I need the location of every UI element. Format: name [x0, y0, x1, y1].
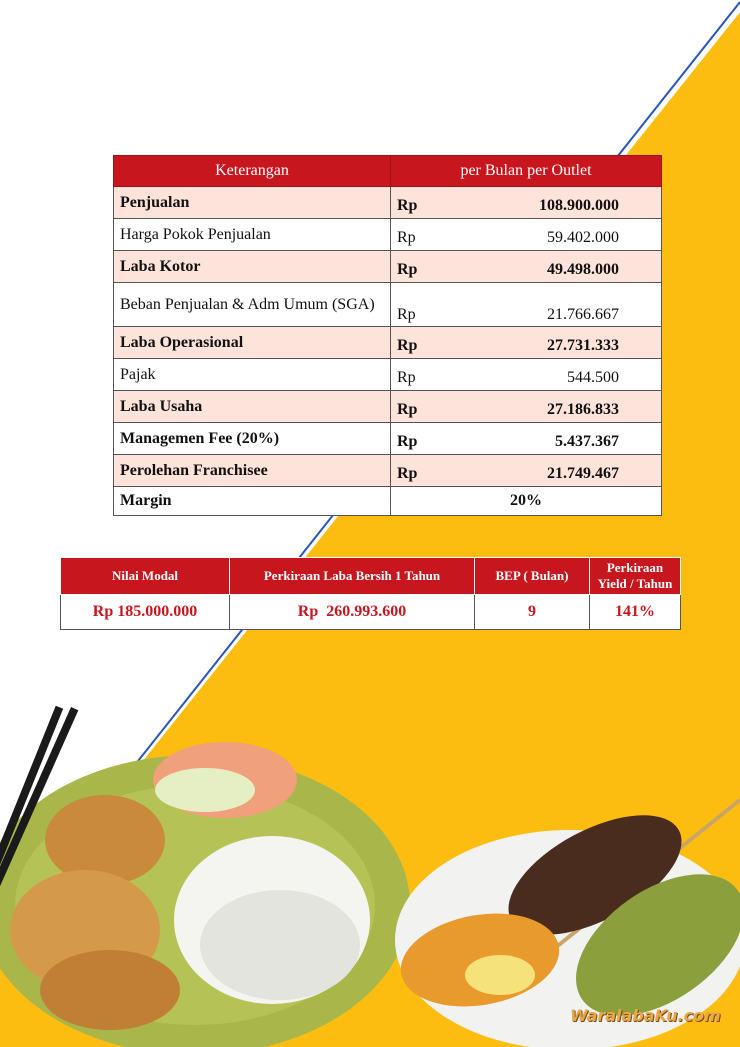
- header-laba-bersih: Perkiraan Laba Bersih 1 Tahun: [230, 558, 475, 595]
- header-yield: Perkiraan Yield / Tahun: [590, 558, 681, 595]
- row-value: 5.437.367: [438, 423, 662, 455]
- table-row: [114, 283, 662, 327]
- summary-values: [61, 595, 681, 630]
- row-value: 108.900.000: [438, 187, 662, 219]
- table-row: [114, 359, 662, 391]
- nilai-modal-value: Rp 185.000.000: [61, 595, 230, 630]
- summary-header: [61, 558, 681, 595]
- salad-cabbage: [155, 768, 255, 812]
- table-row: [114, 327, 662, 359]
- row-value: 27.186.833: [438, 391, 662, 423]
- row-label: Beban Penjualan & Adm Umum (SGA): [114, 283, 391, 327]
- row-currency: Rp: [391, 219, 439, 251]
- row-currency: Rp: [391, 187, 439, 219]
- row-label: Harga Pokok Penjualan: [114, 219, 391, 251]
- laba-bersih-value: Rp 260.993.600: [230, 595, 475, 630]
- row-label: Perolehan Franchisee: [114, 455, 391, 487]
- row-label: Laba Operasional: [114, 327, 391, 359]
- row-currency: Rp: [391, 455, 439, 487]
- margin-value: 20%: [391, 487, 662, 516]
- row-currency: Rp: [391, 391, 439, 423]
- row-currency: Rp: [391, 251, 439, 283]
- fried-chicken-1: [45, 795, 165, 885]
- header-keterangan: Keterangan: [114, 156, 391, 187]
- row-currency: Rp: [391, 423, 439, 455]
- profit-table-header: [114, 156, 662, 187]
- row-value: 49.498.000: [438, 251, 662, 283]
- table-row: [114, 219, 662, 251]
- cheese-melt: [465, 955, 535, 995]
- header-nilai-modal: Nilai Modal: [61, 558, 230, 595]
- row-currency: Rp: [391, 283, 439, 327]
- row-label: Penjualan: [114, 187, 391, 219]
- row-currency: Rp: [391, 327, 439, 359]
- row-value: 59.402.000: [438, 219, 662, 251]
- row-label: Laba Usaha: [114, 391, 391, 423]
- table-row: [114, 187, 662, 219]
- rice-shade: [200, 890, 360, 1000]
- row-value: 544.500: [438, 359, 662, 391]
- fried-chicken-3: [40, 950, 180, 1030]
- row-label: Margin: [114, 487, 391, 516]
- bep-value: 9: [475, 595, 590, 630]
- table-row: [114, 455, 662, 487]
- row-currency: Rp: [391, 359, 439, 391]
- table-row: [114, 487, 662, 516]
- row-value: 21.766.667: [438, 283, 662, 327]
- watermark-logo: WaralabaKu.com: [570, 1006, 721, 1025]
- header-per-bulan: per Bulan per Outlet: [391, 156, 662, 187]
- row-value: 27.731.333: [438, 327, 662, 359]
- investment-summary-table: [60, 557, 681, 630]
- header-bep: BEP ( Bulan): [475, 558, 590, 595]
- row-label: Managemen Fee (20%): [114, 423, 391, 455]
- profit-loss-table: [113, 155, 662, 516]
- row-value: 21.749.467: [438, 455, 662, 487]
- row-label: Pajak: [114, 359, 391, 391]
- yield-value: 141%: [590, 595, 681, 630]
- row-label: Laba Kotor: [114, 251, 391, 283]
- table-row: [114, 423, 662, 455]
- table-row: [114, 251, 662, 283]
- table-row: [114, 391, 662, 423]
